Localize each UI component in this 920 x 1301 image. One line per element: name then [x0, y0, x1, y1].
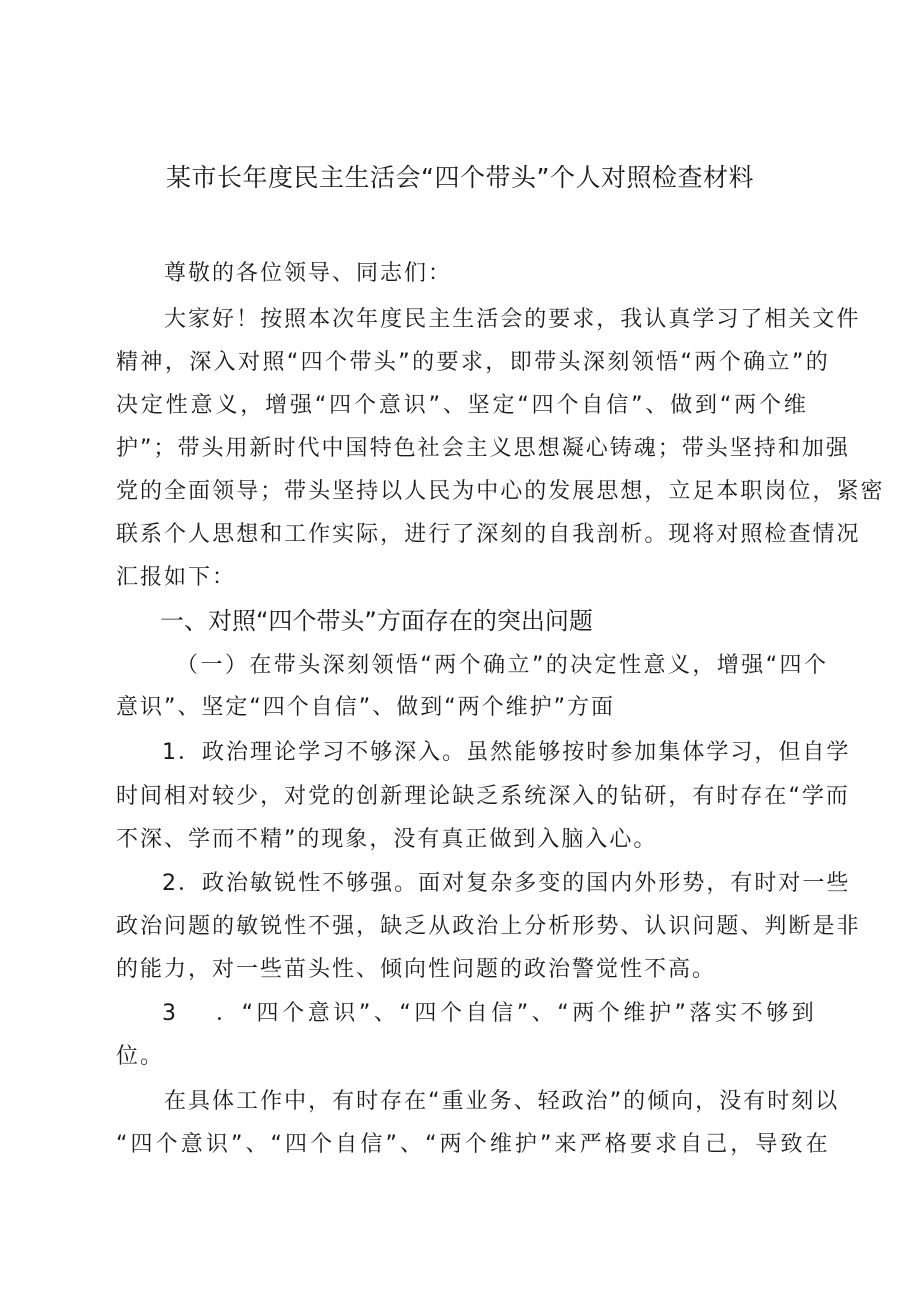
para-line-2: “ 四 个 意 识 ” 、 “ 四 个 自 信 ” 、 “ 两 个 维 护 ” 来 严 格 要 求 自 己 ， 导 致 在	[116, 1132, 830, 1157]
section-heading: 一、对照“四个带头”方面存在的突出问题	[160, 607, 593, 635]
subsection-line-2: 意识”、坚定“四个自信”、做到“两个维护”方面	[116, 695, 615, 720]
item3-text: ． “ 四 个 意 识 ” 、 “ 四 个 自 信 ” 、 “ 两 个 维 护 ” 落 实 不 够 到	[216, 1001, 814, 1026]
item1-line-2: 时 间 相 对 较 少 ， 对 党 的 创 新 理 论 缺 乏 系 统 深 入 的 钻 研 ， 有 时 存 在 “ 学 而	[116, 784, 850, 809]
intro-line-3: 决 定 性 意 义 ， 增 强 “ 四 个 意 识 ” 、 坚 定 “ 四 个 自 信 ” 、 做 到 “ 两 个 维	[116, 393, 808, 418]
item2-line-2: 政 治 问 题 的 敏 锐 性 不 强 ， 缺 乏 从 政 治 上 分 析 形 势 、 认 识 问 题 、 判 断 是 非	[116, 914, 861, 939]
intro-line-1: 大 家 好 ！ 按 照 本 次 年 度 民 主 生 活 会 的 要 求 ， 我 认 真 学 习 了 相 关 文 件	[164, 307, 861, 332]
intro-line-2: 精 神 ， 深 入 对 照 “ 四 个 带 头 ” 的 要 求 ， 即 带 头 深 刻 领 悟 “ 两 个 确 立 ” 的	[116, 350, 830, 375]
intro-line-5: 党 的 全 面 领 导 ； 带 头 坚 持 以 人 民 为 中 心 的 发 展 思 想 ， 立 足 本 职 岗 位 ， 紧 密	[116, 479, 885, 504]
salutation: 尊敬的各位领导、同志们：	[164, 261, 453, 286]
intro-line-7: 汇报如下：	[116, 565, 237, 590]
item1-line-3: 不深、学而不精”的现象，没有真正做到入脑入心。	[116, 827, 658, 852]
item3-line-2: 位。	[116, 1044, 165, 1069]
document-title: 某市长年度民主生活会“四个带头”个人对照检查材料	[166, 163, 754, 192]
intro-line-6: 联 系 个 人 思 想 和 工 作 实 际 ， 进 行 了 深 刻 的 自 我 剖 析 。 现 将 对 照 检 查 情 况	[116, 522, 861, 547]
item2-line-3: 的能力，对一些苗头性、倾向性问题的政治警觉性不高。	[116, 957, 717, 982]
intro-line-4: 护 ” ； 带 头 用 新 时 代 中 国 特 色 社 会 主 义 思 想 凝 心 铸 魂 ； 带 头 坚 持 和 加 强	[116, 436, 850, 461]
para-line-1: 在 具 体 工 作 中 ， 有 时 存 在 “ 重 业 务 、 轻 政 治 ” 的 倾 向 ， 没 有 时 刻 以	[164, 1089, 840, 1114]
subsection-line-1: （ 一 ） 在 带 头 深 刻 领 悟 “ 两 个 确 立 ” 的 决 定 性 意 义 ， 增 强 “ 四 个	[176, 653, 828, 678]
item2-line-1: 2 ． 政 治 敏 锐 性 不 够 强 。 面 对 复 杂 多 变 的 国 内 外 形 势 ， 有 时 对 一 些	[162, 871, 851, 896]
item1-line-1: 1 ． 政 治 理 论 学 习 不 够 深 入 。 虽 然 能 够 按 时 参 加 集 体 学 习 ， 但 自 学	[162, 740, 851, 765]
item3-number: 3	[162, 1001, 176, 1026]
